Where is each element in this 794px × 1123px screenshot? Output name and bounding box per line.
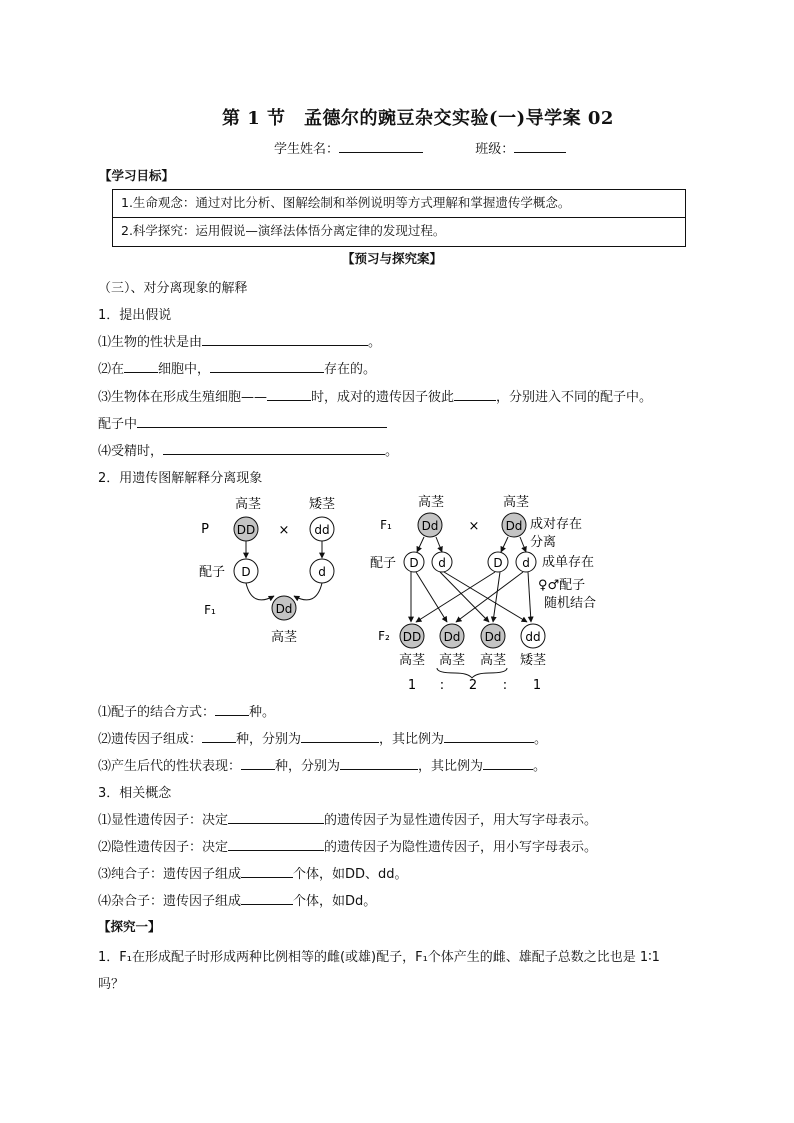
ratio-part: 1: [407, 678, 417, 693]
text: 种，分别为: [236, 732, 302, 747]
hypothesis-4: [98, 440, 398, 459]
arrow: [493, 572, 500, 622]
ratio-part: 2: [468, 678, 478, 693]
diagram-left: [199, 496, 336, 645]
note-random-a: ♀♂配子: [538, 578, 586, 593]
text: ⑶产生后代的性状表现：: [98, 759, 242, 774]
cross-sign: ×: [468, 519, 480, 534]
text: 。: [533, 759, 547, 774]
text: 存在的。: [324, 362, 377, 377]
gamete-label: 配子: [198, 565, 226, 580]
phenotype: 高茎: [479, 653, 507, 668]
section-heading: （三）、对分离现象的解释: [98, 281, 248, 296]
short-label: 矮茎: [308, 497, 336, 512]
concept-2: [98, 836, 597, 855]
f1-phenotype: 高茎: [270, 630, 298, 645]
arrow: [416, 572, 447, 622]
goals-header: 【学习目标】: [99, 168, 175, 183]
phenotype: 高茎: [438, 653, 466, 668]
offspring-text: Dd: [443, 630, 461, 644]
text: ，其比例为: [379, 732, 445, 747]
concept-4: [98, 890, 376, 909]
text: ⑶纯合子：遗传因子组成: [98, 867, 242, 882]
preview-header: 【预习与探究案】: [342, 251, 443, 266]
answer-blank[interactable]: [241, 863, 293, 878]
answer-blank[interactable]: [202, 331, 368, 346]
text: 个体，如Dd。: [293, 894, 377, 909]
offspring-text: Dd: [484, 630, 502, 644]
concept-1: [98, 809, 597, 828]
text: 。: [534, 732, 548, 747]
page-title: 第 1 节 孟德尔的豌豆杂交实验(一)导学案 02: [222, 108, 614, 129]
arrow: [528, 572, 531, 622]
diagram-title: 2．用遗传图解解释分离现象: [98, 471, 263, 486]
parent-text: Dd: [505, 519, 523, 533]
ratio-part: :: [502, 678, 508, 693]
arrow: [294, 583, 322, 600]
explore-header: 【探究一】: [98, 919, 161, 934]
question-3: [98, 755, 546, 774]
gamete-text: d: [522, 556, 530, 570]
text: 个体，如DD、dd。: [293, 867, 408, 882]
student-info: [274, 138, 566, 157]
text: ⑴显性遗传因子：决定: [98, 813, 229, 828]
answer-blank[interactable]: [137, 413, 387, 428]
arrow: [520, 537, 526, 552]
hypothesis-3-cont: [98, 413, 387, 432]
class-label: 班级：: [475, 142, 515, 157]
ratio-part: :: [439, 678, 445, 693]
gamete-text: d: [318, 565, 326, 579]
goal-item: 1.生命观念：通过对比分析、图解绘制和举例说明等方式理解和掌握遗传学概念。: [113, 190, 685, 218]
gamete-label: 配子: [369, 556, 397, 571]
text: 种。: [249, 705, 276, 720]
answer-blank[interactable]: [163, 440, 385, 455]
arrow: [440, 572, 489, 622]
answer-blank[interactable]: [202, 728, 236, 743]
text: 配子中: [98, 417, 138, 432]
answer-blank[interactable]: [483, 755, 533, 770]
answer-blank[interactable]: [301, 728, 379, 743]
hypothesis-3: [98, 386, 652, 405]
text: 种，分别为: [275, 759, 341, 774]
text: ⑷杂合子：遗传因子组成: [98, 894, 242, 909]
note-paired: 成对存在: [530, 517, 583, 532]
answer-blank[interactable]: [228, 809, 324, 824]
p-label: P: [201, 522, 209, 537]
text: ，其比例为: [418, 759, 484, 774]
parent-recessive-text: dd: [314, 523, 330, 537]
note-random-b: 随机结合: [544, 596, 597, 611]
hypothesis-2: [98, 358, 376, 377]
arrow: [436, 537, 442, 552]
student-name-label: 学生姓名：: [274, 142, 340, 157]
text: ⑴生物的性状是由: [98, 335, 203, 350]
concepts-title: 3．相关概念: [98, 786, 172, 801]
gamete-text: d: [438, 556, 446, 570]
class-blank[interactable]: [514, 138, 566, 153]
arrow: [456, 572, 523, 622]
text: 的遗传因子为显性遗传因子，用大写字母表示。: [324, 813, 598, 828]
text: 时，成对的遗传因子彼此: [311, 390, 455, 405]
concept-3: [98, 863, 408, 882]
note-separate: 分离: [530, 535, 557, 550]
tall-label: 高茎: [234, 497, 262, 512]
answer-blank[interactable]: [241, 890, 293, 905]
text: 。: [385, 444, 399, 459]
text: ⑷受精时，: [98, 444, 164, 459]
gamete-text: D: [241, 565, 251, 579]
text: ⑵遗传因子组成：: [98, 732, 203, 747]
text: 的遗传因子为隐性遗传因子，用小写字母表示。: [324, 840, 598, 855]
hypothesis-1: [98, 331, 381, 350]
text: ⑴配子的结合方式：: [98, 705, 216, 720]
parent-dd-text: DD: [236, 523, 256, 537]
answer-blank[interactable]: [267, 386, 311, 401]
text: ⑵隐性遗传因子：决定: [98, 840, 229, 855]
answer-blank[interactable]: [124, 358, 158, 373]
text: 。: [368, 335, 382, 350]
tall-label: 高茎: [417, 495, 445, 510]
student-name-blank[interactable]: [339, 138, 423, 153]
f2-label: F₂: [378, 629, 390, 643]
question-2: [98, 728, 547, 747]
goal-item: 2.科学探究：运用假说—演绎法体悟分离定律的发现过程。: [121, 223, 446, 238]
arrow: [501, 537, 508, 552]
answer-blank[interactable]: [340, 755, 418, 770]
question-1: [98, 701, 275, 720]
arrow: [444, 572, 527, 622]
explore-question-1-cont: 吗？: [98, 977, 125, 992]
text: ，分别进入不同的配子中。: [496, 390, 653, 405]
ratio-part: 1: [532, 678, 542, 693]
brace: [437, 668, 507, 678]
text: ⑵在: [98, 362, 125, 377]
diagram-right: [370, 494, 596, 693]
hypothesis-title: 1．提出假说: [98, 308, 172, 323]
answer-blank[interactable]: [228, 836, 324, 851]
answer-blank[interactable]: [444, 728, 534, 743]
note-single: 成单存在: [542, 555, 595, 570]
gamete-text: D: [493, 556, 503, 570]
answer-blank[interactable]: [241, 755, 275, 770]
answer-blank[interactable]: [215, 701, 249, 716]
genetic-diagram: [0, 490, 794, 700]
arrow: [417, 537, 424, 552]
text: 细胞中，: [158, 362, 211, 377]
gamete-text: D: [409, 556, 419, 570]
cross-sign: ×: [278, 523, 290, 538]
phenotype: 高茎: [398, 653, 426, 668]
phenotype: 矮茎: [519, 653, 547, 668]
goals-box: [112, 189, 686, 247]
f1-label: F₁: [204, 603, 216, 617]
text: ⑶生物体在形成生殖细胞——: [98, 390, 268, 405]
tall-label: 高茎: [502, 495, 530, 510]
offspring-text: DD: [402, 630, 422, 644]
arrow: [246, 583, 274, 600]
parent-text: Dd: [421, 519, 439, 533]
answer-blank[interactable]: [210, 358, 324, 373]
f1-text: Dd: [275, 602, 293, 616]
explore-question-1: 1．F₁在形成配子时形成两种比例相等的雌(或雄)配子，F₁个体产生的雌、雄配子总数之比也是 1∶1: [98, 950, 660, 965]
f1-label: F₁: [380, 518, 392, 532]
offspring-text: dd: [525, 630, 541, 644]
answer-blank[interactable]: [454, 386, 496, 401]
